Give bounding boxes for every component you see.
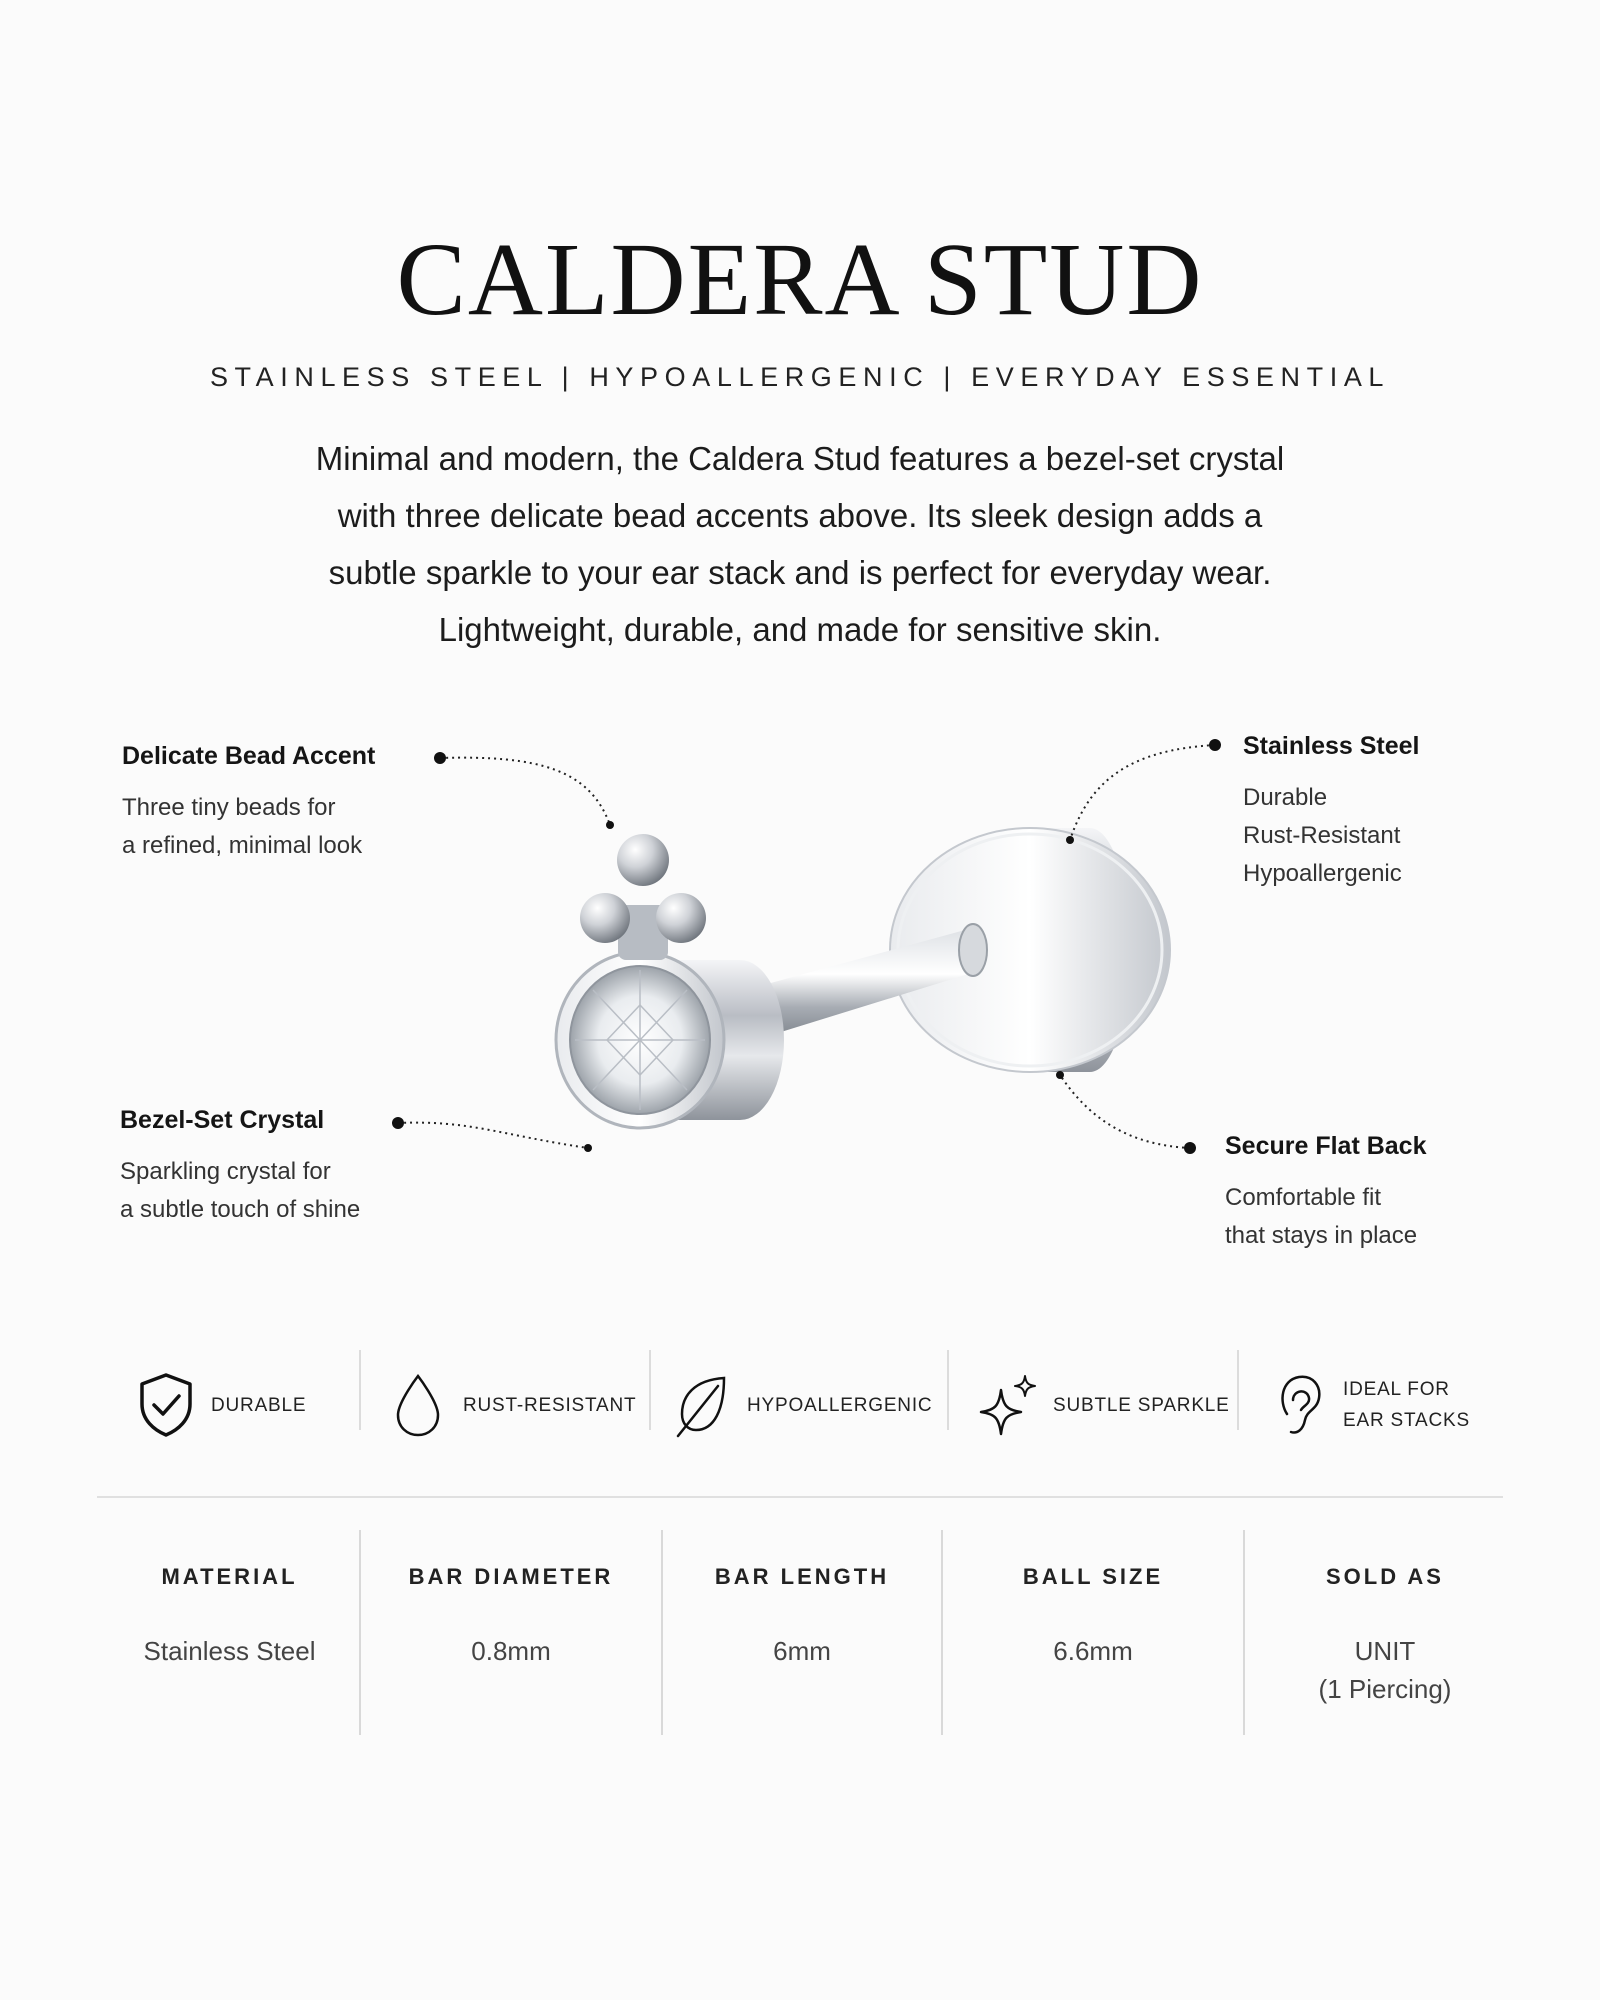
callout-bezel-crystal: [120, 1106, 360, 1229]
spec-value: 6mm: [773, 1636, 831, 1666]
callout-title: Secure Flat Back: [1225, 1132, 1427, 1160]
product-title: CALDERA STUD: [396, 222, 1204, 337]
spec-value-note: (1 Piercing): [1318, 1674, 1452, 1704]
callout-text: a subtle touch of shine: [120, 1196, 361, 1223]
spec-table: [97, 1530, 1503, 1735]
callout-secure-flat-back: [1225, 1132, 1427, 1255]
spec-label: SOLD AS: [1326, 1564, 1444, 1589]
feature-label: DURABLE: [211, 1394, 307, 1416]
callout-text: Rust-Resistant: [1243, 822, 1401, 849]
callout-title: Stainless Steel: [1243, 732, 1420, 760]
feature-durable: [135, 1350, 306, 1460]
callout-text: Three tiny beads for: [122, 794, 336, 821]
spec-label: MATERIAL: [161, 1564, 298, 1589]
product-subtitle: STAINLESS STEEL | HYPOALLERGENIC | EVERYDAY ESSENTIAL: [209, 362, 1391, 392]
spec-ball-size: [943, 1530, 1243, 1735]
callout-bead-accent: [122, 742, 375, 865]
callout-text: that stays in place: [1225, 1222, 1418, 1249]
spec-value: 6.6mm: [1053, 1636, 1133, 1666]
spec-label: BAR DIAMETER: [408, 1564, 614, 1589]
spec-value: Stainless Steel: [143, 1636, 316, 1666]
description-line: Lightweight, durable, and made for sensitive skin.: [438, 611, 1162, 648]
feature-ideal-for-ear-stacks: [1267, 1350, 1470, 1460]
divider: [947, 1350, 949, 1430]
feature-label: IDEAL FOR EAR STACKS: [1343, 1379, 1470, 1431]
callout-title: Bezel-Set Crystal: [120, 1106, 325, 1134]
spec-label: BAR LENGTH: [714, 1564, 890, 1589]
feature-label: SUBTLE SPARKLE: [1053, 1394, 1230, 1416]
callout-text: a refined, minimal look: [122, 832, 363, 859]
ear-icon: [1267, 1370, 1329, 1440]
callout-text: Comfortable fit: [1225, 1184, 1382, 1211]
feature-subtle-sparkle: [977, 1350, 1230, 1460]
divider: [359, 1350, 361, 1430]
section-divider: [97, 1496, 1503, 1498]
spec-material: [97, 1530, 362, 1735]
spec-label: BALL SIZE: [1022, 1564, 1164, 1589]
spec-bar-length: [663, 1530, 941, 1735]
spec-value: UNIT: [1354, 1636, 1416, 1666]
water-drop-icon: [387, 1370, 449, 1440]
spec-bar-diameter: [361, 1530, 661, 1735]
divider: [649, 1350, 651, 1430]
callout-stainless-steel: [1243, 732, 1419, 893]
description-line: subtle sparkle to your ear stack and is perfect for everyday wear.: [328, 554, 1272, 591]
feature-label: HYPOALLERGENIC: [747, 1394, 933, 1416]
bezel-setting: [556, 952, 784, 1128]
divider: [1237, 1350, 1239, 1430]
description-line: with three delicate bead accents above. Its sleek design adds a: [337, 497, 1263, 534]
feature-rust-resistant: [387, 1350, 636, 1460]
shield-check-icon: [135, 1370, 197, 1440]
callout-text: Hypoallergenic: [1243, 860, 1402, 887]
leaf-icon: [671, 1370, 733, 1440]
callout-title: Delicate Bead Accent: [122, 742, 376, 770]
feature-hypoallergenic: [671, 1350, 932, 1460]
spec-sold-as: [1245, 1530, 1525, 1735]
callout-text: Sparkling crystal for: [120, 1158, 331, 1185]
bead-accent-cluster: [580, 834, 706, 960]
spec-value: 0.8mm: [471, 1636, 551, 1666]
callout-text: Durable: [1243, 784, 1328, 811]
feature-label: RUST-RESISTANT: [463, 1394, 637, 1416]
description-line: Minimal and modern, the Caldera Stud features a bezel-set crystal: [315, 440, 1285, 477]
sparkle-icon: [977, 1370, 1039, 1440]
feature-badges: [97, 1350, 1497, 1460]
